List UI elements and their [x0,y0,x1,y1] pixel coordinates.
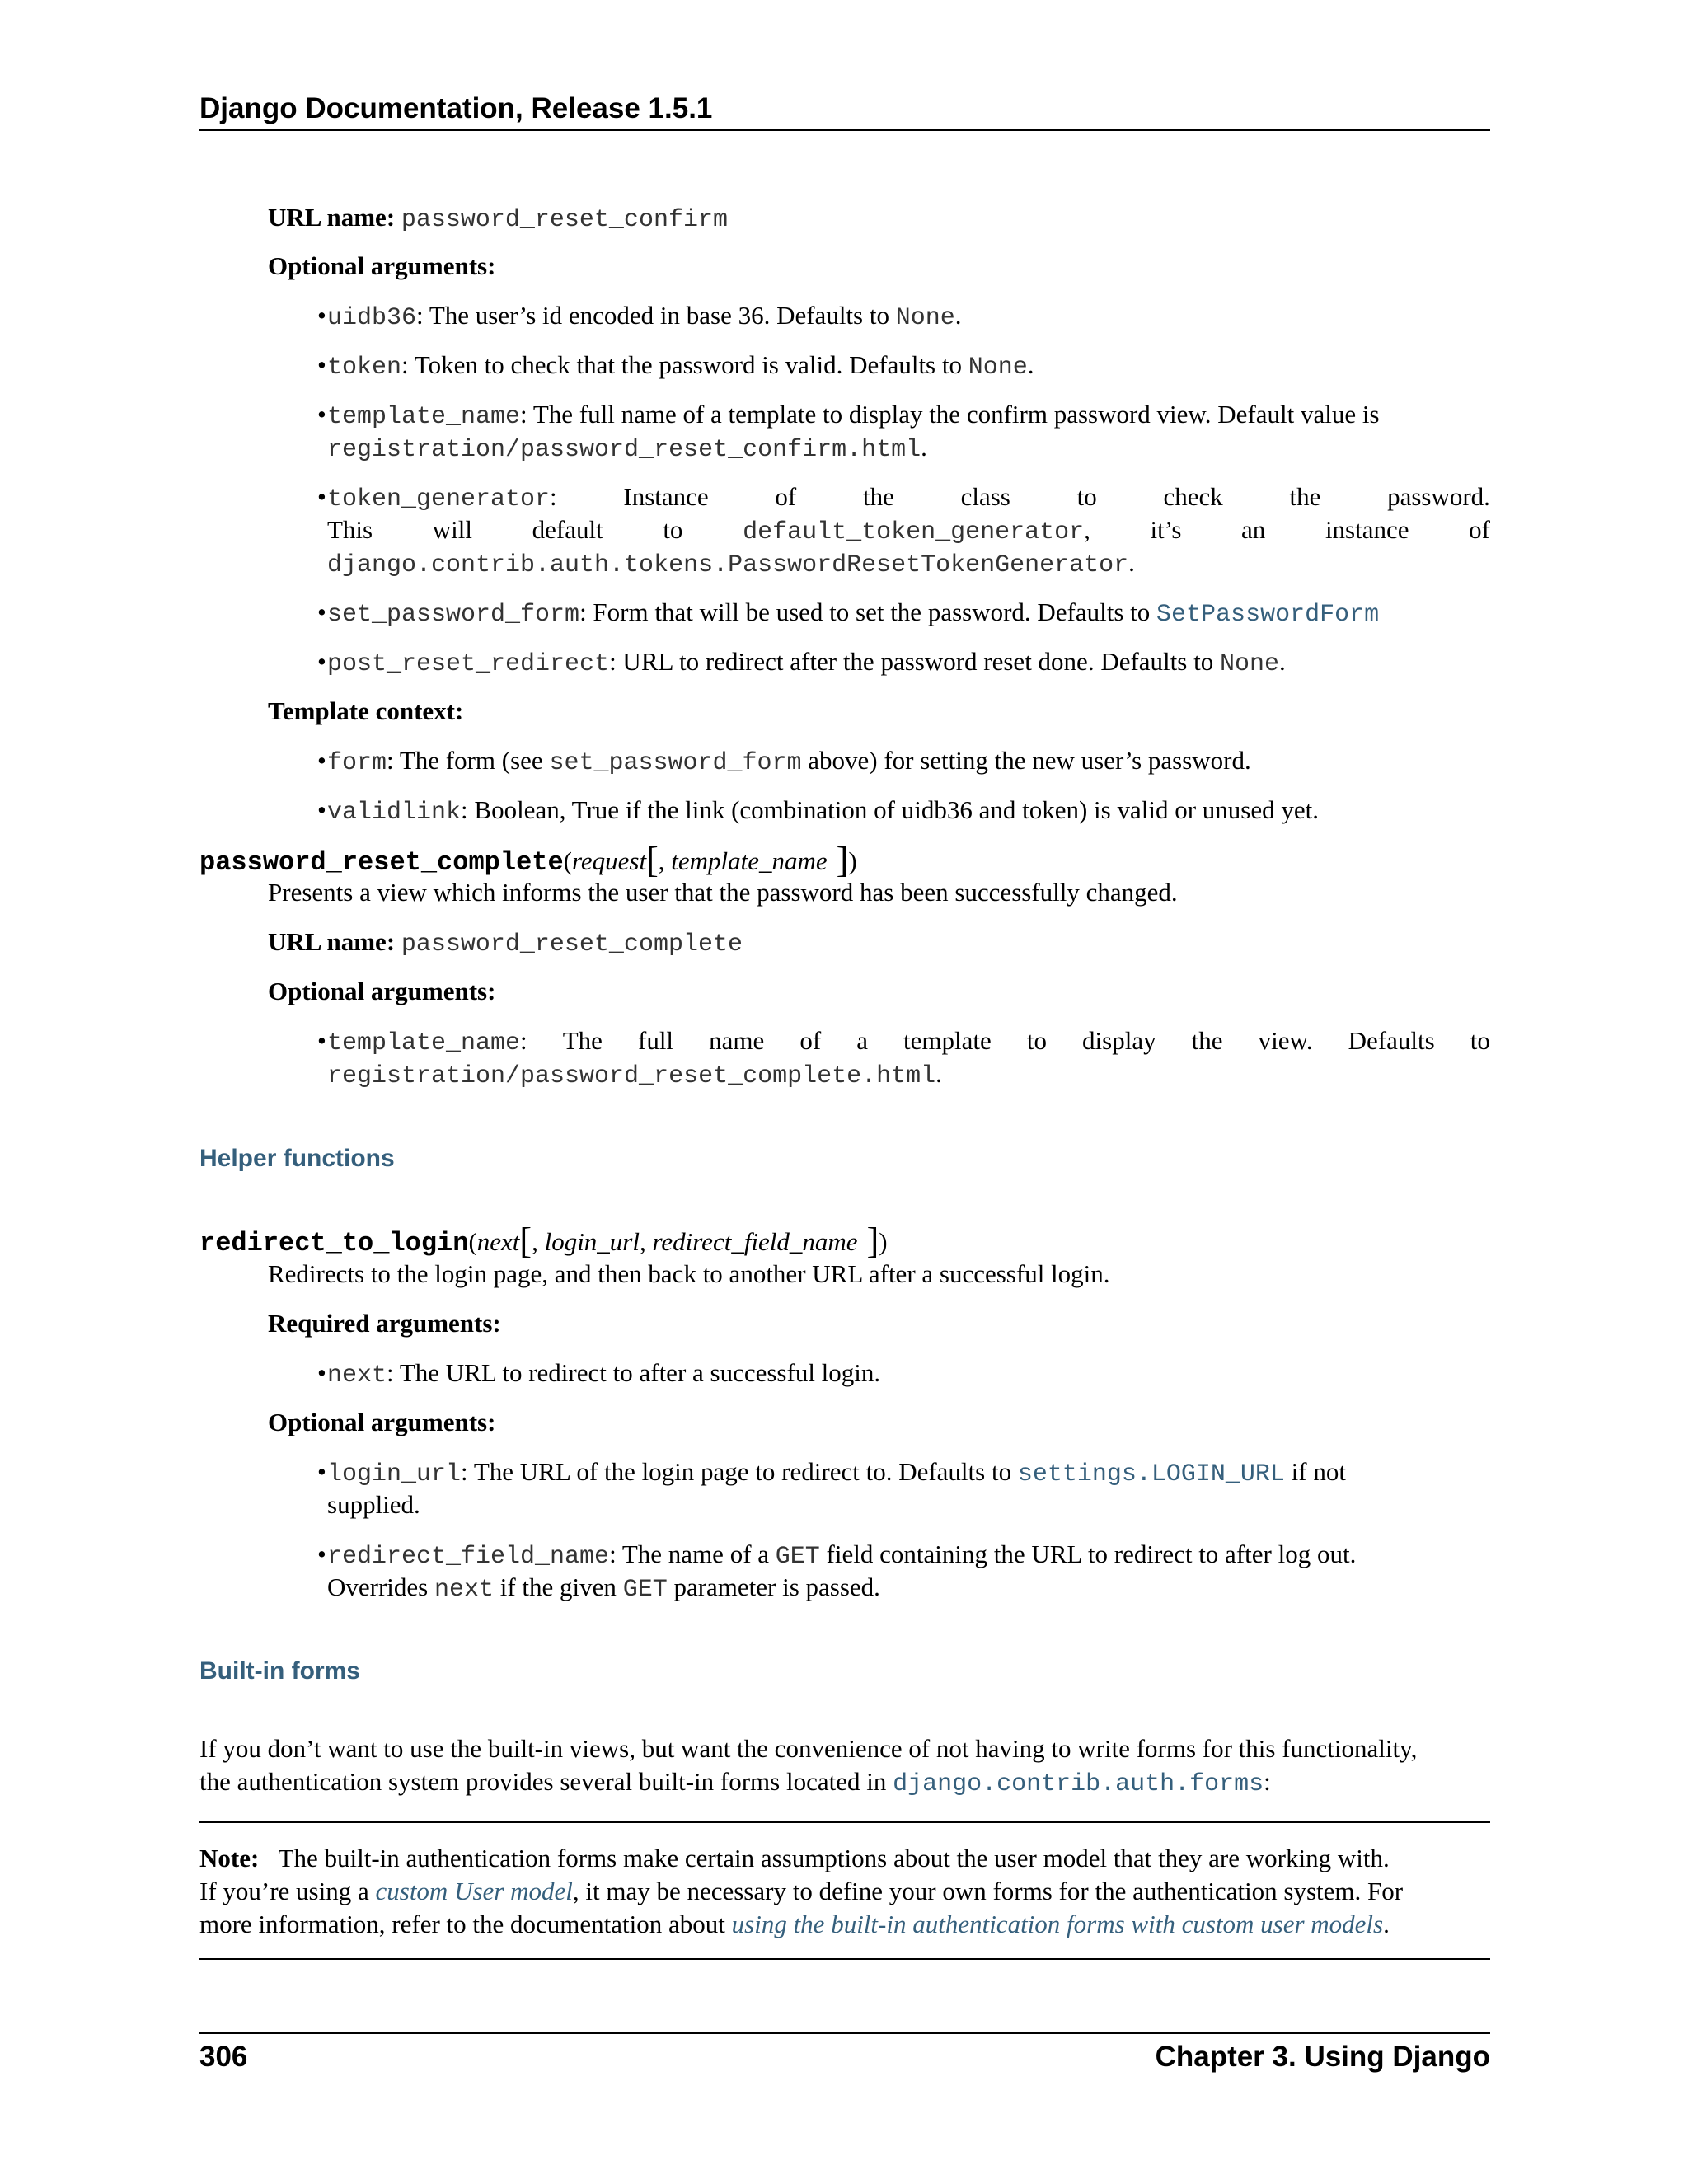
note-top-rule [199,1821,1490,1823]
required-arguments-label: Required arguments: [268,1309,501,1338]
optional-arguments-label-2: Optional arguments: [268,977,496,1005]
section-heading-helper-functions: Helper functions [199,1145,395,1172]
optional-arguments-label-3: Optional arguments: [268,1408,496,1436]
arg-token-generator-line3: django.contrib.auth.tokens.PasswordResetTokenGenerator. [327,548,1135,579]
arg-template-name: •template_name: The full name of a template to display the confirm password view. Default value is [317,400,1380,431]
arg-login-url: •login_url: The URL of the login page to redirect to. Defaults to settings.LOGIN_URL if not [317,1457,1346,1488]
arg-next: •next: The URL to redirect to after a successful login. [317,1358,881,1390]
arg-redirect-field-name-continued: Overrides next if the given GET parameter is passed. [327,1572,880,1604]
custom-user-model-link[interactable]: custom User model [375,1877,573,1905]
arg-post-reset-redirect: •post_reset_redirect: URL to redirect after the password reset done. Defaults to None. [317,647,1286,678]
settings-login-url-link[interactable]: settings.LOGIN_URL [1017,1460,1285,1488]
arg-redirect-field-name: •redirect_field_name: The name of a GET field containing the URL to redirect to after log out. [317,1540,1357,1571]
optional-arguments-label: Optional arguments: [268,251,496,280]
section-heading-built-in-forms: Built-in forms [199,1657,360,1685]
func-signature-password-reset-complete: password_reset_complete(request[, template_name ]) [199,840,857,880]
note-line3: more information, refer to the documentation about using the built-in authentication forms with custom user models. [199,1910,1390,1938]
header-rule [199,129,1490,131]
context-form: •form: The form (see set_password_form above) for setting the new user’s password. [317,746,1251,777]
chapter-title: Chapter 3. Using Django [1155,2041,1490,2073]
url-name-label: URL name: [268,203,396,232]
note-line1: Note: The built-in authentication forms make certain assumptions about the user model that they are working with. [199,1844,1390,1872]
arg-token-generator-line2: This will default to default_token_generator, it’s an instance of [327,515,1490,546]
note-line2: If you’re using a custom User model, it may be necessary to define your own forms for the authentication system. For [199,1877,1404,1905]
note-bottom-rule [199,1958,1490,1960]
forms-paragraph-line2: the authentication system provides several built-in forms located in django.contrib.auth.forms: [199,1767,1271,1798]
setpasswordform-link[interactable]: SetPasswordForm [1156,601,1380,629]
func-name: password_reset_complete [199,847,564,878]
arg-token-generator: •token_generator: Instance of the class to check the password. [317,482,1490,513]
arg-template-name-2-continued: registration/password_reset_complete.html. [327,1059,942,1090]
note-label: Note: [199,1844,260,1872]
arg-token: •token: Token to check that the password is valid. Defaults to None. [317,350,1034,382]
func-signature-redirect-to-login: redirect_to_login(next[, login_url, redirect_field_name ]) [199,1221,888,1261]
page-number: 306 [199,2041,248,2073]
custom-user-forms-link[interactable]: using the built-in authentication forms with custom user models [731,1910,1384,1938]
context-validlink: •validlink: Boolean, True if the link (combination of uidb36 and token) is valid or unused yet. [317,795,1319,827]
django-contrib-auth-forms-link[interactable]: django.contrib.auth.forms [893,1770,1264,1798]
footer-rule [199,2032,1490,2034]
url-name-value: password_reset_confirm [401,206,728,234]
template-context-label: Template context: [268,696,464,725]
url-name-line [268,201,728,237]
forms-paragraph-line1: If you don’t want to use the built-in views, but want the convenience of not having to write forms for this functionality, [199,1734,1418,1763]
arg-set-password-form: •set_password_form: Form that will be used to set the password. Defaults to SetPasswordForm [317,598,1380,629]
arg-login-url-continued: supplied. [327,1490,420,1519]
running-header-title: Django Documentation, Release 1.5.1 [199,92,713,124]
func-description: Presents a view which informs the user that the password has been successfully changed. [268,878,1178,907]
func2-description: Redirects to the login page, and then back to another URL after a successful login. [268,1259,1110,1288]
arg-template-name-2: •template_name: The full name of a template to display the view. Defaults to [317,1026,1490,1057]
url-name-line-2: URL name: password_reset_complete [268,927,743,958]
arg-template-name-continued: registration/password_reset_confirm.html. [327,433,927,464]
arg-uidb36: •uidb36: The user’s id encoded in base 36. Defaults to None. [317,301,962,332]
